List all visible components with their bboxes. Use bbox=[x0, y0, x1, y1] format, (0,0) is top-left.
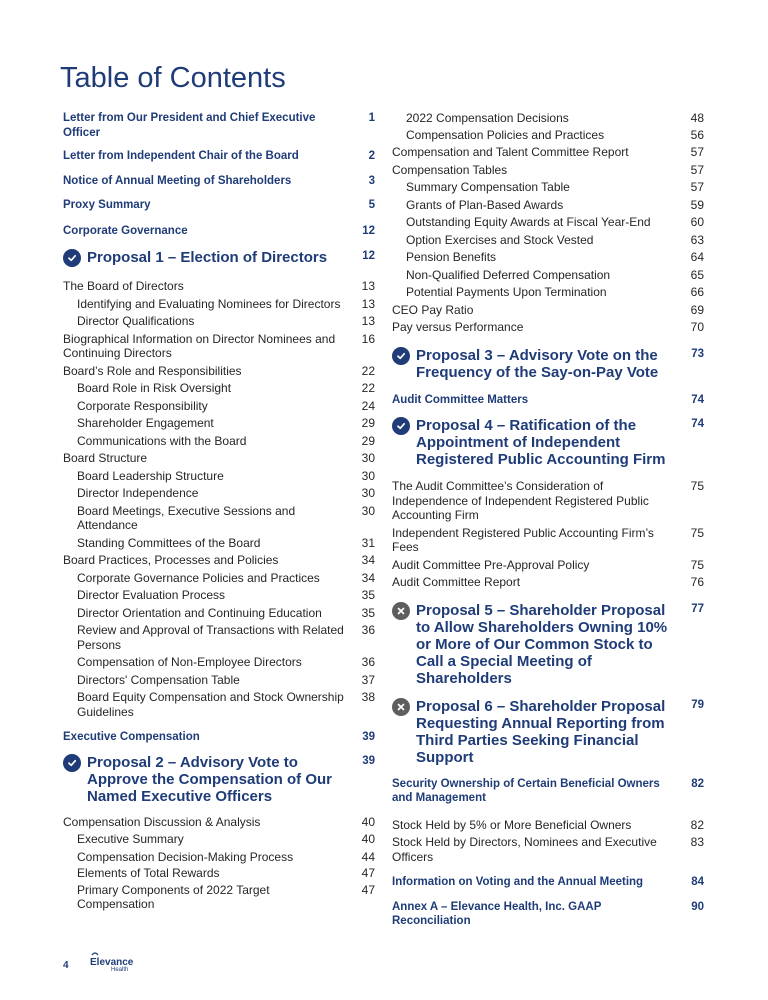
toc-entry[interactable] bbox=[63, 606, 375, 621]
toc-entry-title: Compensation Decision-Making Process bbox=[77, 849, 294, 864]
toc-entry[interactable] bbox=[63, 486, 375, 501]
toc-entry-title: Pay versus Performance bbox=[392, 320, 524, 334]
toc-entry[interactable] bbox=[392, 526, 704, 555]
toc-page-number: 48 bbox=[690, 111, 704, 125]
toc-entry[interactable] bbox=[392, 347, 704, 381]
check-icon bbox=[63, 249, 81, 267]
toc-page-number: 59 bbox=[690, 197, 704, 212]
toc-entry[interactable] bbox=[63, 504, 375, 533]
toc-page-number: 47 bbox=[361, 882, 375, 897]
toc-entry-title: Stock Held by 5% or More Beneficial Owners bbox=[392, 817, 632, 832]
toc-entry-title: Proposal 5 – Shareholder Proposal to Allow Shareholders Owning 10% or More of Our Common Stock to Call a Special Meeting of Shareholders bbox=[416, 601, 668, 687]
toc-entry-title: The Board of Directors bbox=[63, 279, 184, 293]
toc-entry[interactable] bbox=[392, 698, 704, 766]
toc-entry-title: Potential Payments Upon Termination bbox=[406, 285, 607, 299]
toc-entry[interactable] bbox=[392, 303, 704, 318]
toc-entry-title: Grants of Plan-Based Awards bbox=[406, 197, 564, 212]
toc-page-number: 38 bbox=[361, 690, 375, 704]
toc-entry[interactable] bbox=[63, 174, 375, 189]
toc-entry-title: Annex A – Elevance Health, Inc. GAAP Reconciliation bbox=[392, 900, 602, 927]
toc-page-number: 29 bbox=[361, 416, 375, 430]
toc-entry[interactable] bbox=[392, 818, 704, 833]
toc-page-number: 30 bbox=[361, 451, 375, 465]
toc-entry[interactable] bbox=[63, 883, 375, 912]
toc-entry[interactable] bbox=[392, 198, 704, 213]
toc-page-number: 35 bbox=[361, 605, 375, 620]
toc-entry[interactable] bbox=[392, 233, 704, 248]
toc-entry-title: Board Leadership Structure bbox=[77, 468, 224, 483]
check-icon bbox=[392, 347, 410, 365]
toc-entry[interactable] bbox=[63, 297, 375, 312]
toc-page-number: 12 bbox=[362, 224, 375, 237]
check-icon bbox=[63, 754, 81, 772]
toc-entry-title: Compensation Discussion & Analysis bbox=[63, 814, 261, 829]
toc-page-number: 82 bbox=[691, 777, 704, 790]
toc-page-number: 24 bbox=[361, 398, 375, 413]
close-icon bbox=[392, 602, 410, 620]
toc-page-number: 57 bbox=[690, 162, 704, 177]
toc-entry[interactable] bbox=[63, 754, 375, 805]
toc-entry[interactable] bbox=[63, 434, 375, 449]
toc-entry[interactable] bbox=[392, 320, 704, 335]
toc-entry-title: Compensation of Non-Employee Directors bbox=[77, 655, 302, 669]
toc-entry[interactable] bbox=[63, 314, 375, 329]
toc-entry-title: Compensation Tables bbox=[392, 162, 508, 177]
toc-entry-title: Board Equity Compensation and Stock Ownership Guidelines bbox=[77, 690, 344, 719]
toc-page-number: 73 bbox=[691, 347, 704, 360]
toc-page-number: 40 bbox=[361, 832, 375, 846]
toc-entry[interactable] bbox=[392, 250, 704, 265]
toc-page-number: 75 bbox=[690, 479, 704, 493]
toc-page-number: 37 bbox=[361, 672, 375, 687]
toc-entry[interactable] bbox=[63, 623, 375, 652]
toc-page-number: 47 bbox=[361, 866, 375, 880]
toc-entry-title: Corporate Responsibility bbox=[77, 398, 208, 413]
toc-entry[interactable] bbox=[392, 900, 704, 929]
toc-entry[interactable] bbox=[63, 381, 375, 396]
toc-page-number: 30 bbox=[361, 486, 375, 500]
toc-entry[interactable] bbox=[63, 399, 375, 414]
toc-page-number: 34 bbox=[361, 553, 375, 567]
toc-entry-title: Summary Compensation Table bbox=[406, 180, 570, 194]
toc-entry-title: Communications with the Board bbox=[77, 433, 247, 448]
toc-entry-title: Notice of Annual Meeting of Shareholders bbox=[63, 174, 292, 187]
toc-page-number: 70 bbox=[690, 320, 704, 334]
toc-entry-title: Letter from Independent Chair of the Board bbox=[63, 150, 299, 162]
toc-page-number: 65 bbox=[690, 267, 704, 282]
toc-entry-title: Shareholder Engagement bbox=[77, 416, 214, 430]
toc-entry-title: Audit Committee Report bbox=[392, 575, 521, 589]
toc-page-number: 13 bbox=[361, 314, 375, 328]
toc-page-number: 13 bbox=[361, 279, 375, 293]
elevance-health-logo bbox=[86, 951, 136, 975]
toc-entry[interactable] bbox=[392, 479, 704, 523]
toc-entry[interactable] bbox=[63, 730, 375, 745]
toc-entry[interactable] bbox=[63, 249, 375, 267]
toc-entry[interactable] bbox=[392, 145, 704, 160]
toc-page-number: 57 bbox=[690, 180, 704, 194]
toc-entry-title: Information on Voting and the Annual Meeting bbox=[392, 876, 644, 888]
toc-page-number: 75 bbox=[690, 557, 704, 572]
toc-entry-title: Director Orientation and Continuing Education bbox=[77, 605, 322, 620]
toc-entry-title: Independent Registered Public Accounting Firm’s Fees bbox=[392, 525, 654, 554]
toc-entry[interactable] bbox=[63, 655, 375, 670]
toc-entry-title: Audit Committee Matters bbox=[392, 393, 529, 406]
toc-entry-title: Option Exercises and Stock Vested bbox=[406, 232, 594, 247]
toc-page-number: 31 bbox=[361, 535, 375, 550]
toc-entry[interactable] bbox=[392, 875, 704, 890]
toc-entry-title: Identifying and Evaluating Nominees for Directors bbox=[77, 296, 341, 311]
toc-page-number: 36 bbox=[361, 655, 375, 669]
toc-entry[interactable] bbox=[63, 198, 375, 213]
toc-page-number: 22 bbox=[361, 363, 375, 378]
toc-entry[interactable] bbox=[392, 777, 704, 806]
close-icon bbox=[392, 698, 410, 716]
toc-entry[interactable] bbox=[63, 850, 375, 865]
toc-entry-title: CEO Pay Ratio bbox=[392, 302, 474, 317]
toc-entry-title: Audit Committee Pre-Approval Policy bbox=[392, 557, 590, 572]
toc-page-number: 12 bbox=[362, 250, 375, 262]
toc-page-number: 3 bbox=[368, 174, 375, 187]
toc-entry[interactable] bbox=[63, 416, 375, 431]
toc-entry-title: Pension Benefits bbox=[406, 250, 497, 264]
toc-page-number: 16 bbox=[361, 331, 375, 346]
toc-entry-title: Board Structure bbox=[63, 451, 148, 465]
toc-entry-title: Letter from Our President and Chief Executive Officer bbox=[63, 112, 316, 139]
toc-entry-title: Board Practices, Processes and Policies bbox=[63, 553, 279, 567]
toc-entry[interactable] bbox=[63, 571, 375, 586]
toc-entry[interactable] bbox=[392, 575, 704, 590]
toc-entry[interactable] bbox=[392, 285, 704, 300]
toc-entry-title: Director Independence bbox=[77, 486, 199, 500]
toc-page-number: 30 bbox=[361, 468, 375, 483]
toc-entry-title: 2022 Compensation Decisions bbox=[406, 111, 569, 125]
toc-entry[interactable] bbox=[63, 866, 375, 881]
toc-entry[interactable] bbox=[63, 332, 375, 361]
toc-page-number: 74 bbox=[691, 418, 704, 430]
toc-entry[interactable] bbox=[63, 673, 375, 688]
toc-entry-title: Directors' Compensation Table bbox=[77, 672, 240, 687]
logo-sub: Health bbox=[111, 967, 129, 973]
toc-entry-title: Compensation Policies and Practices bbox=[406, 127, 605, 142]
toc-entry-title: Proposal 2 – Advisory Vote to Approve the Compensation of Our Named Executive Officers bbox=[87, 753, 333, 805]
toc-entry-title: Corporate Governance bbox=[63, 224, 188, 237]
toc-entry-title: Proposal 3 – Advisory Vote on the Frequency of the Say-on-Pay Vote bbox=[416, 346, 659, 381]
toc-page-number: 40 bbox=[361, 814, 375, 829]
toc-page-number: 5 bbox=[368, 199, 375, 211]
toc-page-number: 84 bbox=[691, 876, 704, 888]
toc-entry[interactable] bbox=[63, 224, 375, 239]
toc-page-number: 22 bbox=[361, 381, 375, 395]
toc-entry-title: Compensation and Talent Committee Report bbox=[392, 145, 629, 159]
toc-entry[interactable] bbox=[63, 279, 375, 294]
toc-entry[interactable] bbox=[392, 393, 704, 408]
toc-entry[interactable] bbox=[63, 815, 375, 830]
toc-entry-title: Board Role in Risk Oversight bbox=[77, 381, 232, 395]
toc-page-number: 66 bbox=[690, 285, 704, 299]
toc-entry[interactable] bbox=[392, 558, 704, 573]
toc-entry-title: Biographical Information on Director Nominees and Continuing Directors bbox=[63, 331, 336, 360]
toc-page-number: 77 bbox=[691, 602, 704, 615]
toc-entry[interactable] bbox=[392, 111, 704, 126]
toc-entry-title: Corporate Governance Policies and Practices bbox=[77, 570, 320, 585]
toc-entry-title: Non-Qualified Deferred Compensation bbox=[406, 267, 611, 282]
toc-entry-title: Proposal 4 – Ratification of the Appointment of Independent Registered Public Accounting Firm bbox=[416, 417, 666, 468]
toc-page-number: 57 bbox=[690, 145, 704, 159]
toc-entry[interactable] bbox=[63, 469, 375, 484]
toc-entry-title: The Audit Committee’s Consideration of Independence of Independent Registered Public Accounting Firm bbox=[392, 479, 649, 522]
toc-entry-title: Elements of Total Rewards bbox=[77, 866, 220, 880]
toc-page-number: 83 bbox=[690, 835, 704, 849]
toc-entry[interactable] bbox=[392, 180, 704, 195]
toc-entry[interactable] bbox=[63, 588, 375, 603]
toc-entry[interactable] bbox=[63, 832, 375, 847]
toc-page-number: 56 bbox=[690, 127, 704, 142]
toc-page-number: 64 bbox=[690, 250, 704, 264]
page-title: Table of Contents bbox=[60, 62, 286, 94]
toc-entry[interactable] bbox=[63, 451, 375, 466]
toc-entry[interactable] bbox=[63, 111, 375, 140]
toc-page-number: 39 bbox=[362, 731, 375, 743]
toc-entry-title: Outstanding Equity Awards at Fiscal Year-End bbox=[406, 215, 651, 229]
toc-entry[interactable] bbox=[392, 835, 704, 864]
toc-entry[interactable] bbox=[63, 553, 375, 568]
toc-entry-title: Proposal 6 – Shareholder Proposal Requesting Annual Reporting from Third Parties Seeking Financial Support bbox=[416, 697, 666, 766]
toc-page-number: 13 bbox=[361, 296, 375, 311]
toc-page-number: 74 bbox=[691, 393, 704, 406]
toc-entry-title: Director Evaluation Process bbox=[77, 588, 226, 602]
toc-page-number: 76 bbox=[690, 575, 704, 589]
toc-entry-title: Proposal 1 – Election of Directors bbox=[87, 249, 328, 266]
toc-page-number: 39 bbox=[362, 754, 375, 767]
toc-page-number: 79 bbox=[691, 698, 704, 711]
toc-page-number: 1 bbox=[368, 112, 375, 124]
logo-name: Elevance bbox=[90, 957, 134, 968]
toc-page-number: 75 bbox=[690, 525, 704, 540]
toc-entry-title: Executive Compensation bbox=[63, 731, 200, 743]
toc-page-number: 90 bbox=[691, 900, 704, 913]
toc-entry[interactable] bbox=[63, 536, 375, 551]
toc-page-number: 63 bbox=[690, 232, 704, 247]
toc-entry[interactable] bbox=[392, 215, 704, 230]
toc-page-number: 29 bbox=[361, 433, 375, 448]
toc-page-number: 82 bbox=[690, 817, 704, 832]
toc-entry-title: Standing Committees of the Board bbox=[77, 535, 261, 550]
toc-left-column bbox=[63, 111, 375, 912]
toc-page-number: 30 bbox=[361, 503, 375, 518]
toc-entry[interactable] bbox=[63, 364, 375, 379]
toc-page-number: 2 bbox=[368, 150, 375, 162]
toc-page-number: 44 bbox=[361, 849, 375, 864]
toc-entry-title: Executive Summary bbox=[77, 832, 184, 846]
toc-entry-title: Security Ownership of Certain Beneficial Owners and Management bbox=[392, 777, 660, 804]
toc-entry[interactable] bbox=[392, 268, 704, 283]
toc-entry-title: Review and Approval of Transactions with Related Persons bbox=[77, 623, 344, 652]
toc-entry[interactable] bbox=[63, 149, 375, 164]
toc-page-number: 60 bbox=[690, 215, 704, 229]
toc-entry[interactable] bbox=[63, 690, 375, 719]
toc-entry[interactable] bbox=[392, 417, 704, 468]
toc-page-number: 36 bbox=[361, 623, 375, 637]
toc-page-number: 69 bbox=[690, 302, 704, 317]
toc-entry-title: Stock Held by Directors, Nominees and Executive Officers bbox=[392, 835, 657, 864]
toc-entry-title: Proxy Summary bbox=[63, 199, 151, 211]
toc-entry[interactable] bbox=[392, 128, 704, 143]
page-number: 4 bbox=[63, 960, 69, 971]
toc-page-number: 34 bbox=[361, 570, 375, 585]
toc-page-number: 35 bbox=[361, 588, 375, 602]
toc-right-column bbox=[392, 111, 704, 929]
check-icon bbox=[392, 417, 410, 435]
toc-entry-title: Board’s Role and Responsibilities bbox=[63, 363, 242, 378]
toc-entry[interactable] bbox=[392, 163, 704, 178]
toc-entry-title: Primary Components of 2022 Target Compensation bbox=[77, 882, 270, 911]
toc-entry-title: Board Meetings, Executive Sessions and Attendance bbox=[77, 503, 296, 532]
toc-entry-title: Director Qualifications bbox=[77, 314, 195, 328]
toc-entry[interactable] bbox=[392, 602, 704, 687]
